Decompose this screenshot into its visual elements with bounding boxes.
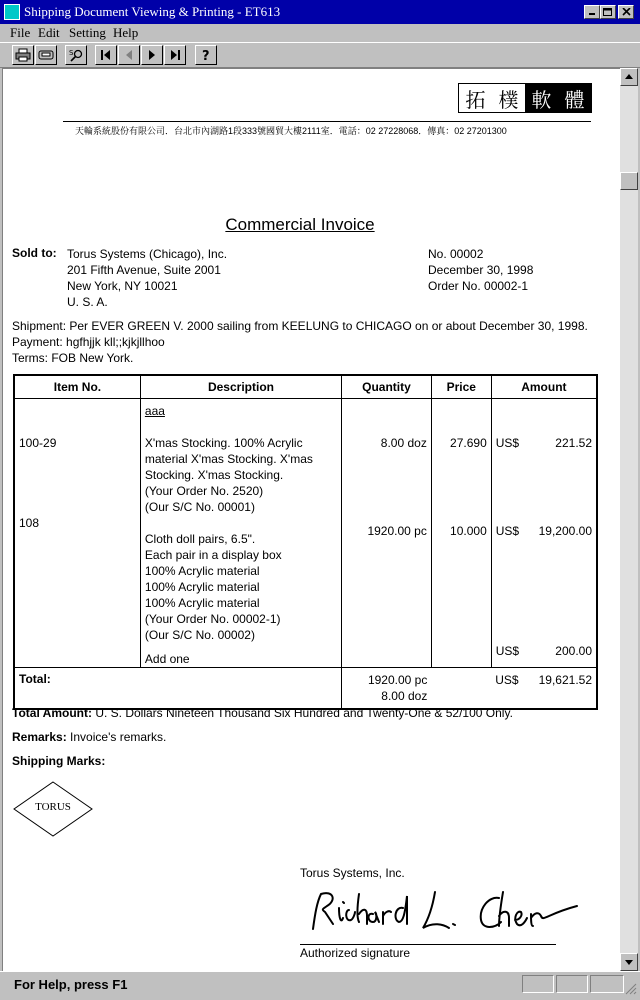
last-page-button[interactable]: [164, 45, 186, 65]
item-amount: US$ 19,200.00: [495, 524, 592, 538]
invoice-meta: [428, 246, 533, 294]
invoice-date: December 30, 1998: [428, 263, 534, 277]
item-description: aaa: [144, 404, 165, 418]
col-description: Description: [140, 375, 341, 399]
signature-line: [300, 944, 556, 945]
table-header-row: [14, 375, 597, 399]
prev-page-icon: [121, 48, 137, 62]
col-price: Price: [431, 375, 491, 399]
setup-button[interactable]: [65, 45, 87, 65]
print-preview-button[interactable]: [35, 45, 57, 65]
shipping-mark-text: TORUS: [35, 801, 71, 813]
sold-to-block: Torus Systems (Chicago), Inc. 201 Fifth Avenue, Suite 2001 New York, NY 10021 U. S. A.: [67, 247, 228, 309]
minimize-icon: [585, 6, 599, 18]
invoice-number: No. 00002: [428, 247, 484, 261]
total-qty: 1920.00 pc: [367, 673, 428, 687]
col-item-no: Item No.: [14, 375, 140, 399]
toolbar: [0, 42, 640, 68]
signature-caption: Authorized signature: [300, 946, 411, 960]
first-page-icon: [98, 48, 114, 62]
menu-file[interactable]: File: [10, 25, 31, 40]
scroll-down-icon: [621, 954, 637, 970]
menu-edit[interactable]: Edit: [38, 25, 60, 40]
svg-text:S: S: [69, 49, 74, 57]
status-text: For Help, press F1: [14, 977, 128, 992]
document-page: [2, 68, 620, 972]
setup-icon: [68, 48, 84, 62]
scroll-down-button[interactable]: [620, 953, 638, 971]
svg-text:?: ?: [202, 49, 210, 62]
shipment-line: Shipment: Per EVER GREEN V. 2000 sailing from KEELUNG to CHICAGO on or about December 30, 1998.: [12, 319, 588, 333]
menu-bar: [0, 24, 640, 42]
items-table: [13, 374, 598, 710]
item-qty: 1920.00 pc: [367, 524, 427, 538]
payment-line: Payment: hgfhjjk kll;;kjkjllhoo: [12, 335, 165, 349]
window-title: Shipping Document Viewing & Printing - ET613: [24, 4, 281, 19]
letterhead-address: 天輪系統股份有限公司．台北市內湖路1段333號國貿大樓2111室．電話：02 27228068．傳真：02 27201300: [75, 126, 507, 136]
terms-line: Terms: FOB New York.: [12, 351, 134, 365]
shipping-mark-diamond: [13, 781, 93, 842]
total-qty: 8.00 doz: [381, 689, 428, 703]
shipment-info: [12, 318, 588, 366]
menu-setting[interactable]: Setting: [69, 25, 106, 40]
table-row: 100-29 108 aaa X'mas Stocking. 100% Acrylic material X'mas Stocking. X'mas Stocking. X'mas Stocking. (Your Order No. 2520) (Our S/C No. 00001) Cloth doll pairs, 6.5". Each pair in a display box 100% Acrylic material 100% Acrylic material 100% Acrylic material (Your Order No. 00002-1) (Our S/C No. 00002) Add one 8.00 doz 1920.00 pc 27.690 10.000 US$ 221.52 US$ 19,200.00 US$ 200.00: [14, 399, 597, 668]
signature-drawing: [303, 884, 583, 944]
help-icon: [198, 48, 214, 62]
scroll-up-button[interactable]: [620, 68, 638, 86]
item-amount: US$ 200.00: [495, 644, 592, 658]
status-bar: [0, 971, 640, 998]
total-amount: US$ 19,621.52: [495, 673, 592, 687]
invoice-title: Commercial Invoice: [225, 215, 375, 234]
sold-to-label: Sold to:: [12, 246, 57, 260]
order-number: Order No. 00002-1: [428, 279, 529, 293]
status-pane: [556, 975, 588, 993]
print-preview-icon: [38, 48, 54, 62]
menu-help[interactable]: Help: [113, 25, 139, 40]
letterhead-rule: [63, 121, 591, 122]
maximize-icon: [601, 6, 615, 18]
next-page-icon: [144, 48, 160, 62]
item-price: 27.690: [450, 436, 487, 450]
title-bar: [0, 0, 640, 24]
total-label: Total:: [14, 668, 342, 710]
item-amount: US$ 221.52: [495, 436, 592, 450]
last-page-icon: [167, 48, 183, 62]
first-page-button[interactable]: [95, 45, 117, 65]
print-button[interactable]: [12, 45, 34, 65]
status-pane: [522, 975, 554, 993]
app-icon[interactable]: [4, 4, 20, 20]
col-amount: Amount: [491, 375, 597, 399]
total-amount-words: Total Amount: U. S. Dollars Nineteen Thousand Six Hundred and Twenty-One & 52/100 Only.: [12, 706, 513, 720]
total-row: [14, 668, 597, 710]
close-icon: [619, 6, 633, 18]
minimize-button[interactable]: [584, 5, 600, 19]
scroll-up-icon: [621, 69, 637, 85]
handwritten-signature: [303, 884, 583, 949]
item-no: 100-29: [19, 436, 57, 450]
shipping-marks-label: Shipping Marks:: [12, 754, 106, 768]
item-price: 10.000: [450, 524, 487, 538]
prev-page-button[interactable]: [118, 45, 140, 65]
scroll-thumb[interactable]: [620, 172, 638, 190]
close-button[interactable]: [618, 5, 634, 19]
company-name: Torus Systems, Inc.: [300, 866, 405, 880]
resize-grip-icon[interactable]: [625, 982, 637, 1000]
item-no: 108: [19, 516, 40, 530]
col-quantity: Quantity: [342, 375, 432, 399]
status-pane: [590, 975, 624, 993]
vertical-scrollbar[interactable]: [620, 68, 638, 971]
help-button[interactable]: [195, 45, 217, 65]
item-qty: 8.00 doz: [380, 436, 427, 450]
next-page-button[interactable]: [141, 45, 163, 65]
company-logo: 拓 樸 軟 體: [458, 83, 592, 113]
print-icon: [15, 48, 31, 62]
remarks: Remarks: Invoice's remarks.: [12, 730, 167, 744]
maximize-button[interactable]: [600, 5, 616, 19]
